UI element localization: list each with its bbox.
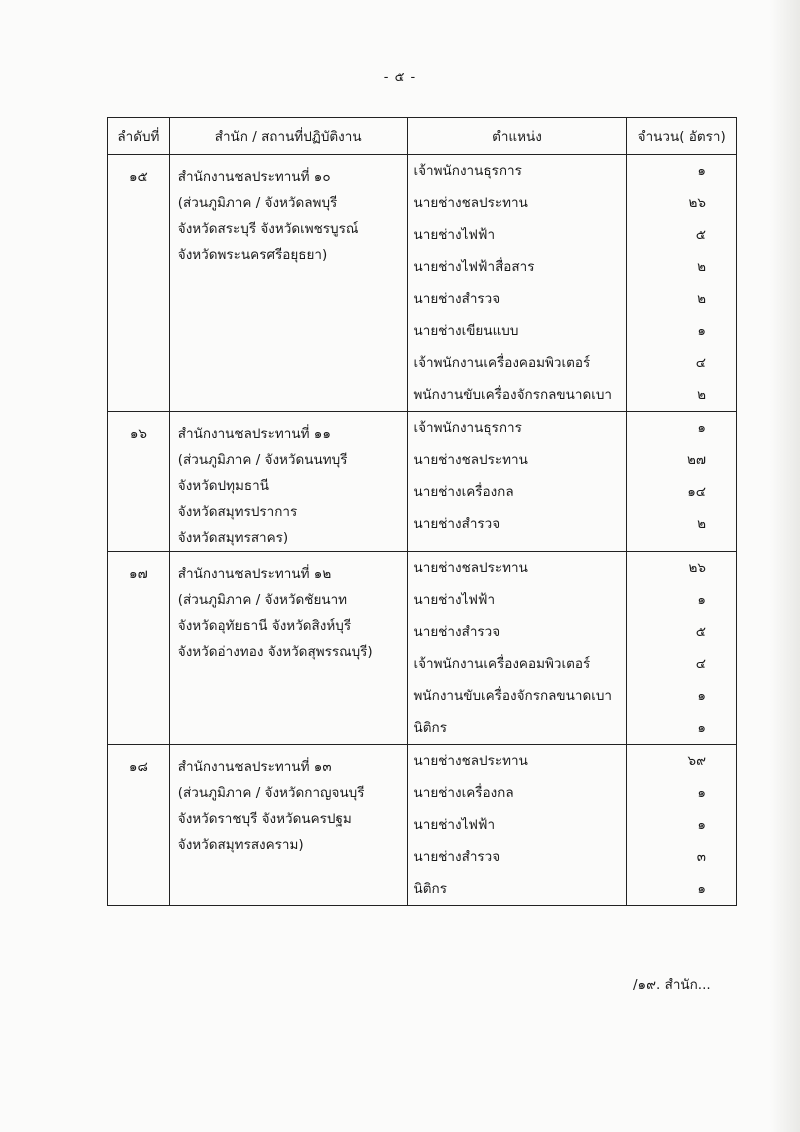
office-cell <box>169 552 407 745</box>
office-line: จังหวัดอุทัยธานี จังหวัดสิงห์บุรี <box>177 618 352 634</box>
office-line: สำนักงานชลประทานที่ ๑๒ <box>177 566 332 582</box>
count-cell <box>627 552 737 745</box>
position-title: เจ้าพนักงานธุรการ <box>413 163 522 179</box>
position-title: นายช่างชลประทาน <box>413 560 528 576</box>
office-line: (ส่วนภูมิภาค / จังหวัดชัยนาท <box>177 592 348 608</box>
office-line: จังหวัดปทุมธานี <box>177 478 269 494</box>
position-count: ๒ <box>697 259 706 275</box>
position-cell <box>407 155 627 412</box>
position-count: ๑ <box>697 881 706 897</box>
position-count: ๑ <box>697 785 706 801</box>
position-count: ๑ <box>697 817 706 833</box>
position-title: เจ้าพนักงานธุรการ <box>413 420 522 436</box>
position-title: นายช่างไฟฟ้า <box>413 817 496 833</box>
office-line: จังหวัดอ่างทอง จังหวัดสุพรรณบุรี) <box>177 644 373 660</box>
position-title: นายช่างสำรวจ <box>413 624 501 640</box>
position-count: ๕ <box>695 624 706 640</box>
position-count: ๑ <box>697 420 706 436</box>
position-count: ๒๖ <box>688 195 706 211</box>
header-count: จำนวน( อัตรา) <box>627 118 737 155</box>
position-count: ๑ <box>697 720 706 736</box>
position-cell <box>407 412 627 552</box>
position-title: นายช่างชลประทาน <box>413 452 528 468</box>
table-row <box>108 745 737 906</box>
office-line: จังหวัดสมุทรสงคราม) <box>177 837 304 853</box>
position-title: นายช่างสำรวจ <box>413 849 501 865</box>
table-body <box>108 155 737 906</box>
position-title: นิติกร <box>413 881 447 897</box>
office-cell <box>169 155 407 412</box>
position-cell <box>407 552 627 745</box>
office-line: (ส่วนภูมิภาค / จังหวัดนนทบุรี <box>177 452 348 468</box>
position-cell <box>407 745 627 906</box>
office-line: สำนักงานชลประทานที่ ๑๐ <box>177 169 331 185</box>
row-number: ๑๘ <box>108 745 170 906</box>
position-count: ๒๖ <box>688 560 706 576</box>
position-title: พนักงานขับเครื่องจักรกลขนาดเบา <box>413 387 612 403</box>
office-line: (ส่วนภูมิภาค / จังหวัดกาญจนบุรี <box>177 785 365 801</box>
position-count: ๑ <box>697 688 706 704</box>
position-count: ๑ <box>697 163 706 179</box>
position-count: ๕ <box>695 227 706 243</box>
office-cell <box>169 745 407 906</box>
position-count: ๒ <box>697 291 706 307</box>
table-row <box>108 412 737 552</box>
position-title: นิติกร <box>413 720 447 736</box>
office-line: สำนักงานชลประทานที่ ๑๑ <box>177 426 331 442</box>
position-count: ๖๙ <box>687 753 706 769</box>
position-count: ๑ <box>697 592 706 608</box>
position-title: นายช่างสำรวจ <box>413 516 501 532</box>
office-line: (ส่วนภูมิภาค / จังหวัดลพบุรี <box>177 195 338 211</box>
position-title: นายช่างชลประทาน <box>413 195 528 211</box>
office-line: จังหวัดสมุทรปราการ <box>177 504 298 520</box>
page-number: - ๕ - <box>383 70 417 85</box>
position-table <box>107 117 737 906</box>
position-title: นายช่างไฟฟ้า <box>413 592 496 608</box>
table-row <box>108 552 737 745</box>
header-position: ตำแหน่ง <box>407 118 627 155</box>
position-title: เจ้าพนักงานเครื่องคอมพิวเตอร์ <box>413 656 591 672</box>
position-title: นายช่างเครื่องกล <box>413 785 514 801</box>
position-count: ๒ <box>697 516 706 532</box>
row-number: ๑๗ <box>108 552 170 745</box>
position-title: นายช่างเครื่องกล <box>413 484 514 500</box>
office-cell <box>169 412 407 552</box>
count-cell <box>627 155 737 412</box>
table-header-row <box>108 118 737 155</box>
office-line: สำนักงานชลประทานที่ ๑๓ <box>177 759 332 775</box>
continuation-note: /๑๙. สำนัก... <box>633 977 711 993</box>
position-title: นายช่างชลประทาน <box>413 753 528 769</box>
office-line: จังหวัดราชบุรี จังหวัดนครปฐม <box>177 811 352 827</box>
header-office: สำนัก / สถานที่ปฏิบัติงาน <box>169 118 407 155</box>
row-number: ๑๕ <box>108 155 170 412</box>
position-count: ๓ <box>696 849 706 865</box>
position-title: เจ้าพนักงานเครื่องคอมพิวเตอร์ <box>413 355 591 371</box>
position-count: ๑ <box>697 323 706 339</box>
count-cell <box>627 412 737 552</box>
position-title: พนักงานขับเครื่องจักรกลขนาดเบา <box>413 688 612 704</box>
position-title: นายช่างสำรวจ <box>413 291 501 307</box>
position-title: นายช่างไฟฟ้า <box>413 227 496 243</box>
count-cell <box>627 745 737 906</box>
position-count: ๔ <box>695 656 706 672</box>
office-line: จังหวัดสมุทรสาคร) <box>177 530 289 546</box>
page-edge-shadow <box>770 0 800 1132</box>
table-row <box>108 155 737 412</box>
position-count: ๑๔ <box>687 484 706 500</box>
position-title: นายช่างไฟฟ้าสื่อสาร <box>413 259 535 275</box>
office-line: จังหวัดสระบุรี จังหวัดเพชรบูรณ์ <box>177 221 359 237</box>
position-count: ๔ <box>695 355 706 371</box>
position-count: ๒ <box>697 387 706 403</box>
row-number: ๑๖ <box>108 412 170 552</box>
office-line: จังหวัดพระนครศรีอยุธยา) <box>177 247 328 263</box>
header-no: ลำดับที่ <box>108 118 170 155</box>
position-title: นายช่างเขียนแบบ <box>413 323 519 339</box>
position-count: ๒๗ <box>686 452 706 468</box>
